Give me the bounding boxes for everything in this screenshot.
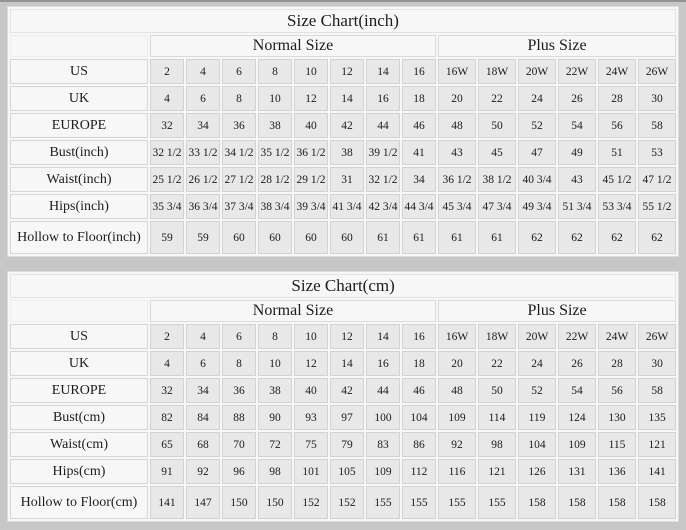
- size-value-cell: 8: [258, 324, 292, 349]
- size-value-cell: 48: [438, 113, 476, 138]
- size-value-cell: 158: [638, 486, 676, 519]
- size-value-cell: 58: [638, 113, 676, 138]
- size-value-cell: 155: [366, 486, 400, 519]
- size-value-cell: 130: [598, 405, 636, 430]
- size-value-cell: 2: [150, 59, 184, 84]
- size-value-cell: 40 3/4: [518, 167, 556, 192]
- size-chart-inch-table: [7, 6, 679, 257]
- size-value-cell: 112: [402, 459, 436, 484]
- measurement-row: [10, 221, 676, 254]
- size-value-cell: 24: [518, 86, 556, 111]
- size-value-cell: 16W: [438, 59, 476, 84]
- size-value-cell: 60: [222, 221, 256, 254]
- size-value-cell: 35 1/2: [258, 140, 292, 165]
- row-label: Waist(cm): [10, 432, 148, 457]
- size-value-cell: 40: [294, 113, 328, 138]
- size-value-cell: 114: [478, 405, 516, 430]
- size-value-cell: 44: [366, 378, 400, 403]
- size-value-cell: 36 1/2: [438, 167, 476, 192]
- size-chart-cm-table: [7, 271, 679, 522]
- size-value-cell: 22W: [558, 324, 596, 349]
- measurement-row: [10, 86, 676, 111]
- size-value-cell: 61: [478, 221, 516, 254]
- size-value-cell: 10: [258, 351, 292, 376]
- size-value-cell: 56: [598, 378, 636, 403]
- size-value-cell: 8: [222, 86, 256, 111]
- size-value-cell: 116: [438, 459, 476, 484]
- size-value-cell: 47 1/2: [638, 167, 676, 192]
- size-value-cell: 26 1/2: [186, 167, 220, 192]
- size-value-cell: 58: [638, 378, 676, 403]
- size-value-cell: 8: [222, 351, 256, 376]
- size-value-cell: 26W: [638, 324, 676, 349]
- size-value-cell: 90: [258, 405, 292, 430]
- row-label: US: [10, 324, 148, 349]
- size-value-cell: 61: [366, 221, 400, 254]
- size-value-cell: 53 3/4: [598, 194, 636, 219]
- size-value-cell: 10: [294, 324, 328, 349]
- size-value-cell: 119: [518, 405, 556, 430]
- size-value-cell: 115: [598, 432, 636, 457]
- size-chart-inch-title: Size Chart(inch): [10, 9, 676, 33]
- size-value-cell: 46: [402, 113, 436, 138]
- size-value-cell: 47: [518, 140, 556, 165]
- size-value-cell: 100: [366, 405, 400, 430]
- measurement-row: [10, 459, 676, 484]
- row-label: Waist(inch): [10, 167, 148, 192]
- size-value-cell: 16W: [438, 324, 476, 349]
- size-value-cell: 26W: [638, 59, 676, 84]
- size-value-cell: 16: [402, 324, 436, 349]
- size-value-cell: 54: [558, 378, 596, 403]
- size-value-cell: 65: [150, 432, 184, 457]
- size-value-cell: 22: [478, 86, 516, 111]
- size-value-cell: 52: [518, 113, 556, 138]
- size-value-cell: 50: [478, 378, 516, 403]
- size-value-cell: 24W: [598, 324, 636, 349]
- size-value-cell: 38 1/2: [478, 167, 516, 192]
- size-value-cell: 24W: [598, 59, 636, 84]
- normal-size-header: Normal Size: [150, 300, 436, 322]
- size-value-cell: 44 3/4: [402, 194, 436, 219]
- size-value-cell: 83: [366, 432, 400, 457]
- size-value-cell: 28 1/2: [258, 167, 292, 192]
- size-value-cell: 45: [478, 140, 516, 165]
- size-value-cell: 88: [222, 405, 256, 430]
- size-value-cell: 92: [186, 459, 220, 484]
- size-value-cell: 124: [558, 405, 596, 430]
- size-value-cell: 72: [258, 432, 292, 457]
- size-value-cell: 18: [402, 351, 436, 376]
- size-value-cell: 59: [150, 221, 184, 254]
- size-value-cell: 14: [366, 324, 400, 349]
- size-value-cell: 49: [558, 140, 596, 165]
- measurement-row: [10, 194, 676, 219]
- size-value-cell: 43: [438, 140, 476, 165]
- size-value-cell: 12: [330, 59, 364, 84]
- size-value-cell: 62: [638, 221, 676, 254]
- size-value-cell: 135: [638, 405, 676, 430]
- size-value-cell: 104: [402, 405, 436, 430]
- size-value-cell: 24: [518, 351, 556, 376]
- size-value-cell: 2: [150, 324, 184, 349]
- size-value-cell: 150: [258, 486, 292, 519]
- table-title-row: [10, 9, 676, 33]
- size-value-cell: 20W: [518, 59, 556, 84]
- size-value-cell: 33 1/2: [186, 140, 220, 165]
- size-value-cell: 62: [558, 221, 596, 254]
- size-value-cell: 26: [558, 351, 596, 376]
- size-value-cell: 55 1/2: [638, 194, 676, 219]
- size-group-header-row: [10, 300, 676, 322]
- size-value-cell: 141: [638, 459, 676, 484]
- plus-size-header: Plus Size: [438, 35, 676, 57]
- row-label: UK: [10, 86, 148, 111]
- size-value-cell: 82: [150, 405, 184, 430]
- size-value-cell: 68: [186, 432, 220, 457]
- size-value-cell: 22: [478, 351, 516, 376]
- size-value-cell: 52: [518, 378, 556, 403]
- measurement-row: [10, 167, 676, 192]
- measurement-row: [10, 113, 676, 138]
- size-value-cell: 14: [330, 351, 364, 376]
- size-value-cell: 105: [330, 459, 364, 484]
- size-value-cell: 32: [150, 113, 184, 138]
- size-value-cell: 121: [478, 459, 516, 484]
- size-value-cell: 60: [294, 221, 328, 254]
- size-value-cell: 91: [150, 459, 184, 484]
- size-value-cell: 152: [294, 486, 328, 519]
- size-value-cell: 155: [478, 486, 516, 519]
- size-value-cell: 152: [330, 486, 364, 519]
- size-chart-cm-title: Size Chart(cm): [10, 274, 676, 298]
- measurement-row: [10, 59, 676, 84]
- size-value-cell: 20: [438, 86, 476, 111]
- size-value-cell: 35 3/4: [150, 194, 184, 219]
- size-value-cell: 28: [598, 351, 636, 376]
- size-value-cell: 4: [150, 351, 184, 376]
- size-value-cell: 40: [294, 378, 328, 403]
- size-value-cell: 29 1/2: [294, 167, 328, 192]
- size-value-cell: 30: [638, 86, 676, 111]
- size-value-cell: 25 1/2: [150, 167, 184, 192]
- size-value-cell: 14: [366, 59, 400, 84]
- size-value-cell: 62: [598, 221, 636, 254]
- size-value-cell: 8: [258, 59, 292, 84]
- size-value-cell: 39 1/2: [366, 140, 400, 165]
- size-value-cell: 92: [438, 432, 476, 457]
- size-value-cell: 56: [598, 113, 636, 138]
- size-value-cell: 93: [294, 405, 328, 430]
- size-value-cell: 53: [638, 140, 676, 165]
- size-value-cell: 54: [558, 113, 596, 138]
- size-value-cell: 158: [598, 486, 636, 519]
- size-value-cell: 38 3/4: [258, 194, 292, 219]
- size-value-cell: 6: [222, 59, 256, 84]
- size-value-cell: 98: [258, 459, 292, 484]
- measurement-row: [10, 405, 676, 430]
- measurement-row: [10, 486, 676, 519]
- row-label: Hollow to Floor(cm): [10, 486, 148, 519]
- size-value-cell: 27 1/2: [222, 167, 256, 192]
- size-value-cell: 147: [186, 486, 220, 519]
- size-value-cell: 30: [638, 351, 676, 376]
- row-label: Hips(inch): [10, 194, 148, 219]
- plus-size-header: Plus Size: [438, 300, 676, 322]
- size-value-cell: 45 1/2: [598, 167, 636, 192]
- size-value-cell: 59: [186, 221, 220, 254]
- size-value-cell: 4: [186, 324, 220, 349]
- size-value-cell: 60: [258, 221, 292, 254]
- size-value-cell: 46: [402, 378, 436, 403]
- size-value-cell: 32: [150, 378, 184, 403]
- size-value-cell: 12: [294, 351, 328, 376]
- size-value-cell: 36 1/2: [294, 140, 328, 165]
- size-value-cell: 36 3/4: [186, 194, 220, 219]
- size-value-cell: 42: [330, 113, 364, 138]
- row-label: Bust(cm): [10, 405, 148, 430]
- row-label: UK: [10, 351, 148, 376]
- size-value-cell: 79: [330, 432, 364, 457]
- size-value-cell: 158: [558, 486, 596, 519]
- size-value-cell: 34: [186, 113, 220, 138]
- size-value-cell: 98: [478, 432, 516, 457]
- size-value-cell: 10: [294, 59, 328, 84]
- size-value-cell: 86: [402, 432, 436, 457]
- row-label: Bust(inch): [10, 140, 148, 165]
- size-value-cell: 61: [438, 221, 476, 254]
- size-value-cell: 42 3/4: [366, 194, 400, 219]
- size-value-cell: 38: [258, 113, 292, 138]
- row-label: US: [10, 59, 148, 84]
- size-value-cell: 44: [366, 113, 400, 138]
- size-value-cell: 32 1/2: [366, 167, 400, 192]
- size-value-cell: 109: [366, 459, 400, 484]
- size-value-cell: 126: [518, 459, 556, 484]
- size-value-cell: 39 3/4: [294, 194, 328, 219]
- size-value-cell: 51 3/4: [558, 194, 596, 219]
- size-value-cell: 26: [558, 86, 596, 111]
- size-value-cell: 96: [222, 459, 256, 484]
- size-value-cell: 20W: [518, 324, 556, 349]
- size-value-cell: 34: [402, 167, 436, 192]
- size-value-cell: 141: [150, 486, 184, 519]
- size-value-cell: 45 3/4: [438, 194, 476, 219]
- size-value-cell: 49 3/4: [518, 194, 556, 219]
- corner-spacer-cell: [10, 35, 148, 57]
- size-value-cell: 158: [518, 486, 556, 519]
- size-value-cell: 22W: [558, 59, 596, 84]
- size-value-cell: 36: [222, 378, 256, 403]
- size-value-cell: 109: [438, 405, 476, 430]
- size-value-cell: 61: [402, 221, 436, 254]
- size-value-cell: 32 1/2: [150, 140, 184, 165]
- corner-spacer-cell: [10, 300, 148, 322]
- size-value-cell: 60: [330, 221, 364, 254]
- normal-size-header: Normal Size: [150, 35, 436, 57]
- table-title-row: [10, 274, 676, 298]
- size-value-cell: 16: [366, 351, 400, 376]
- size-value-cell: 31: [330, 167, 364, 192]
- size-value-cell: 75: [294, 432, 328, 457]
- size-value-cell: 109: [558, 432, 596, 457]
- size-value-cell: 18W: [478, 59, 516, 84]
- size-value-cell: 12: [330, 324, 364, 349]
- size-value-cell: 14: [330, 86, 364, 111]
- size-value-cell: 155: [438, 486, 476, 519]
- measurement-row: [10, 351, 676, 376]
- size-value-cell: 131: [558, 459, 596, 484]
- size-value-cell: 16: [366, 86, 400, 111]
- size-value-cell: 42: [330, 378, 364, 403]
- size-value-cell: 155: [402, 486, 436, 519]
- size-value-cell: 36: [222, 113, 256, 138]
- size-value-cell: 4: [186, 59, 220, 84]
- measurement-row: [10, 324, 676, 349]
- size-value-cell: 47 3/4: [478, 194, 516, 219]
- row-label: Hips(cm): [10, 459, 148, 484]
- size-value-cell: 101: [294, 459, 328, 484]
- size-value-cell: 18: [402, 86, 436, 111]
- size-value-cell: 41: [402, 140, 436, 165]
- measurement-row: [10, 140, 676, 165]
- size-value-cell: 37 3/4: [222, 194, 256, 219]
- size-value-cell: 70: [222, 432, 256, 457]
- size-value-cell: 34: [186, 378, 220, 403]
- size-value-cell: 20: [438, 351, 476, 376]
- row-label: Hollow to Floor(inch): [10, 221, 148, 254]
- size-value-cell: 50: [478, 113, 516, 138]
- size-value-cell: 34 1/2: [222, 140, 256, 165]
- size-value-cell: 51: [598, 140, 636, 165]
- size-value-cell: 6: [222, 324, 256, 349]
- size-value-cell: 136: [598, 459, 636, 484]
- size-group-header-row: [10, 35, 676, 57]
- size-value-cell: 4: [150, 86, 184, 111]
- measurement-row: [10, 432, 676, 457]
- row-label: EUROPE: [10, 113, 148, 138]
- size-value-cell: 18W: [478, 324, 516, 349]
- row-label: EUROPE: [10, 378, 148, 403]
- size-value-cell: 10: [258, 86, 292, 111]
- size-value-cell: 97: [330, 405, 364, 430]
- size-value-cell: 16: [402, 59, 436, 84]
- size-chart-page: [0, 2, 686, 522]
- size-value-cell: 41 3/4: [330, 194, 364, 219]
- size-value-cell: 28: [598, 86, 636, 111]
- size-value-cell: 43: [558, 167, 596, 192]
- size-value-cell: 48: [438, 378, 476, 403]
- size-value-cell: 150: [222, 486, 256, 519]
- size-value-cell: 104: [518, 432, 556, 457]
- size-value-cell: 84: [186, 405, 220, 430]
- size-value-cell: 121: [638, 432, 676, 457]
- size-value-cell: 62: [518, 221, 556, 254]
- size-value-cell: 6: [186, 351, 220, 376]
- size-value-cell: 12: [294, 86, 328, 111]
- size-value-cell: 38: [330, 140, 364, 165]
- size-value-cell: 6: [186, 86, 220, 111]
- measurement-row: [10, 378, 676, 403]
- size-value-cell: 38: [258, 378, 292, 403]
